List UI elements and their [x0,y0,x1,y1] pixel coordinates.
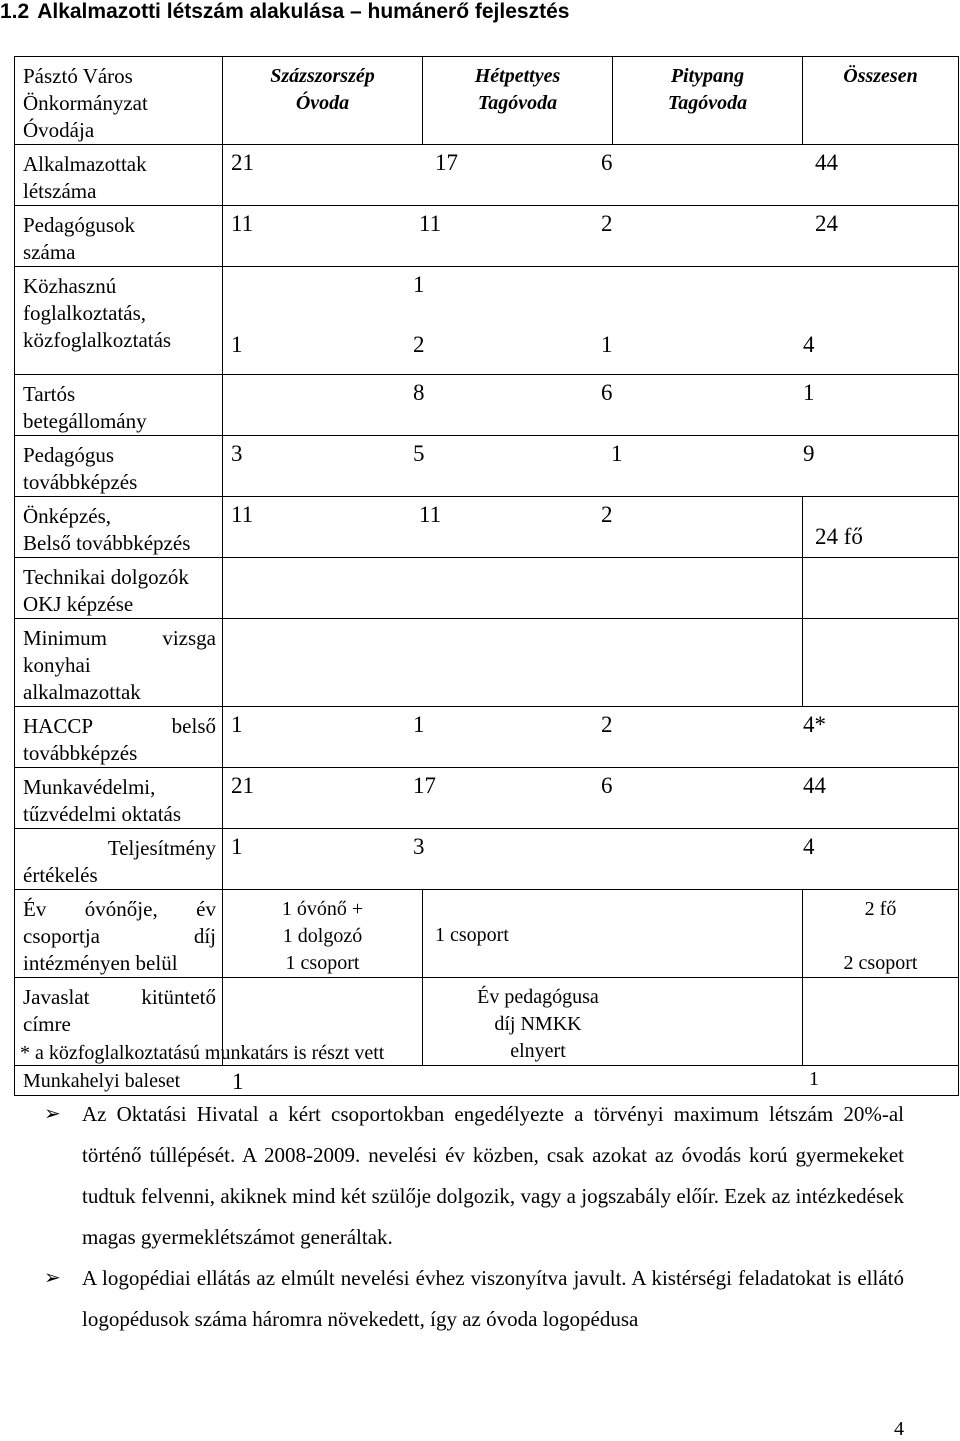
value-pitypang: 6 [601,773,613,798]
value-hetpettyes: 11 [419,502,442,527]
value-pitypang: 1 [601,332,613,357]
row-values [223,375,959,436]
bullet-list [44,1094,904,1340]
value-hetpettyes: 11 [419,211,442,236]
value-pitypang: 1 [611,441,623,466]
row-label: Munkavédelmi, tűzvédelmi oktatás [15,768,223,829]
row-values [223,497,803,558]
row-values [223,206,959,267]
value-pitypang: 6 [601,380,613,405]
value-osszesen: 4 [803,834,815,859]
column-header-osszesen: Összesen [803,57,959,145]
row-value-hetpettyes [423,890,803,978]
row-accidents [15,1066,959,1096]
row-values [223,829,959,890]
value-hetpettyes: 1 [413,712,425,737]
row-values [223,768,959,829]
value-szazszorszep: 1 [232,1069,244,1094]
row-values [223,619,803,707]
value-hetpettyes: 1 csoport [435,924,509,946]
row-label: Minimum vizsga konyhai alkalmazottak [15,619,223,707]
value-szazszorszep: 21 [231,150,254,175]
row-total [803,558,959,619]
table-row [15,267,959,375]
value-osszesen: 44 [803,773,826,798]
value-osszesen: 1 [803,380,815,405]
row-label: Alkalmazottak létszáma [15,145,223,206]
table-row [15,1066,959,1096]
value-pitypang: 2 [601,211,613,236]
row-label: Tartós betegállomány [15,375,223,436]
row-total [803,978,959,1066]
value-pitypang: 6 [601,150,613,175]
value-szazszorszep: 1 [231,834,243,859]
staff-table [14,56,959,1096]
row-label: Önképzés, Belső továbbképzés [15,497,223,558]
table-row [15,829,959,890]
row-total: 2 fő 2 csoport [803,890,959,978]
value-osszesen: 24 [815,211,838,236]
bullet-item: ➢ Az Oktatási Hivatal a kért csoportokban engedélyezte a törvényi maximum létszám 20%-al történő túllépését. A 2008-2009. nevelési év közben, csak azokat az óvodás korú gyermekeket tudtuk felvenni, akiknek mind két szülője dolgozik, vagy a jogszabály előír. Ezek az intézkedések magas gyermeklétszámot generáltak. [44,1094,904,1258]
row-label: HACCP belső továbbképzés [15,707,223,768]
value-hetpettyes: 2 [413,332,425,357]
row-total [803,619,959,707]
row-label: Technikai dolgozók OKJ képzése [15,558,223,619]
column-header-szazszorszep: Százszorszép Óvoda [223,57,423,145]
value-osszesen: 1 [809,1068,819,1090]
table-row [15,768,959,829]
row-values [223,707,959,768]
table-row [15,375,959,436]
row-label: Javaslat kitüntető címre [15,978,223,1066]
table-row [15,707,959,768]
arrow-bullet-icon: ➢ [44,1103,61,1125]
row-label: Év óvónője, év csoportja díj intézményen belül [15,890,223,978]
value-hetpettyes: 3 [413,834,425,859]
value-osszesen: 24 fő [815,524,863,549]
row-values [223,436,959,497]
value-pitypang: 2 [601,712,613,737]
row-value-szazszorszep: 1 óvónő + 1 dolgozó 1 csoport [223,890,423,978]
value-osszesen: 44 [815,150,838,175]
row-values [223,145,959,206]
value-pitypang: 2 [601,502,613,527]
table-row [15,558,959,619]
row-label: Közhasznú foglalkoztatás, közfoglalkoztatás [15,267,223,375]
row-total [803,497,959,558]
value-osszesen: 9 [803,441,815,466]
value-osszesen: 4* [803,712,826,737]
table-footnote: * a közfoglalkoztatású munkatárs is részt vett [20,1042,385,1064]
section-heading [0,0,569,24]
page-number: 4 [894,1418,904,1440]
row-label: Teljesítmény értékelés [15,829,223,890]
row-label: Pedagógusok száma [15,206,223,267]
value-szazszorszep: 1 [231,712,243,737]
value-szazszorszep: 11 [231,502,254,527]
row-label: Pedagógus továbbképzés [15,436,223,497]
value-hetpettyes: 5 [413,441,425,466]
column-header-hetpettyes: Hétpettyes Tagóvoda [423,57,613,145]
table-row [15,206,959,267]
table-row [15,619,959,707]
corner-cell: Pásztó Város Önkormányzat Óvodája [15,57,223,145]
section-number: 1.2 [0,0,30,23]
table-row [15,145,959,206]
row-values [223,558,803,619]
arrow-bullet-icon: ➢ [44,1267,61,1289]
value-szazszorszep: 21 [231,773,254,798]
table-row [15,497,959,558]
value-szazszorszep: 11 [231,211,254,236]
table-row [15,890,959,978]
value-szazszorszep: 1 [231,332,243,357]
row-label: Munkahelyi baleset [23,1070,181,1092]
value-hetpettyes: 17 [413,773,436,798]
section-title: Alkalmazotti létszám alakulása – humánerő fejlesztés [37,0,570,23]
bullet-item: ➢ A logopédiai ellátás az elmúlt nevelési évhez viszonyítva javult. A kistérségi feladatokat is ellátó logopédusok száma háromra növekedett, így az óvoda logopédusa [44,1258,904,1340]
table-row [15,436,959,497]
value-hetpettyes-upper: 1 [413,272,425,297]
value-szazszorszep: 3 [231,441,243,466]
value-hetpettyes: 17 [435,150,458,175]
row-value-hetpettyes: Év pedagógusa díj NMKK elnyert [423,978,803,1066]
column-header-pitypang: Pitypang Tagóvoda [613,57,803,145]
value-osszesen: 4 [803,332,815,357]
value-hetpettyes: 8 [413,380,425,405]
row-values [223,267,959,375]
table-header-row [15,57,959,145]
